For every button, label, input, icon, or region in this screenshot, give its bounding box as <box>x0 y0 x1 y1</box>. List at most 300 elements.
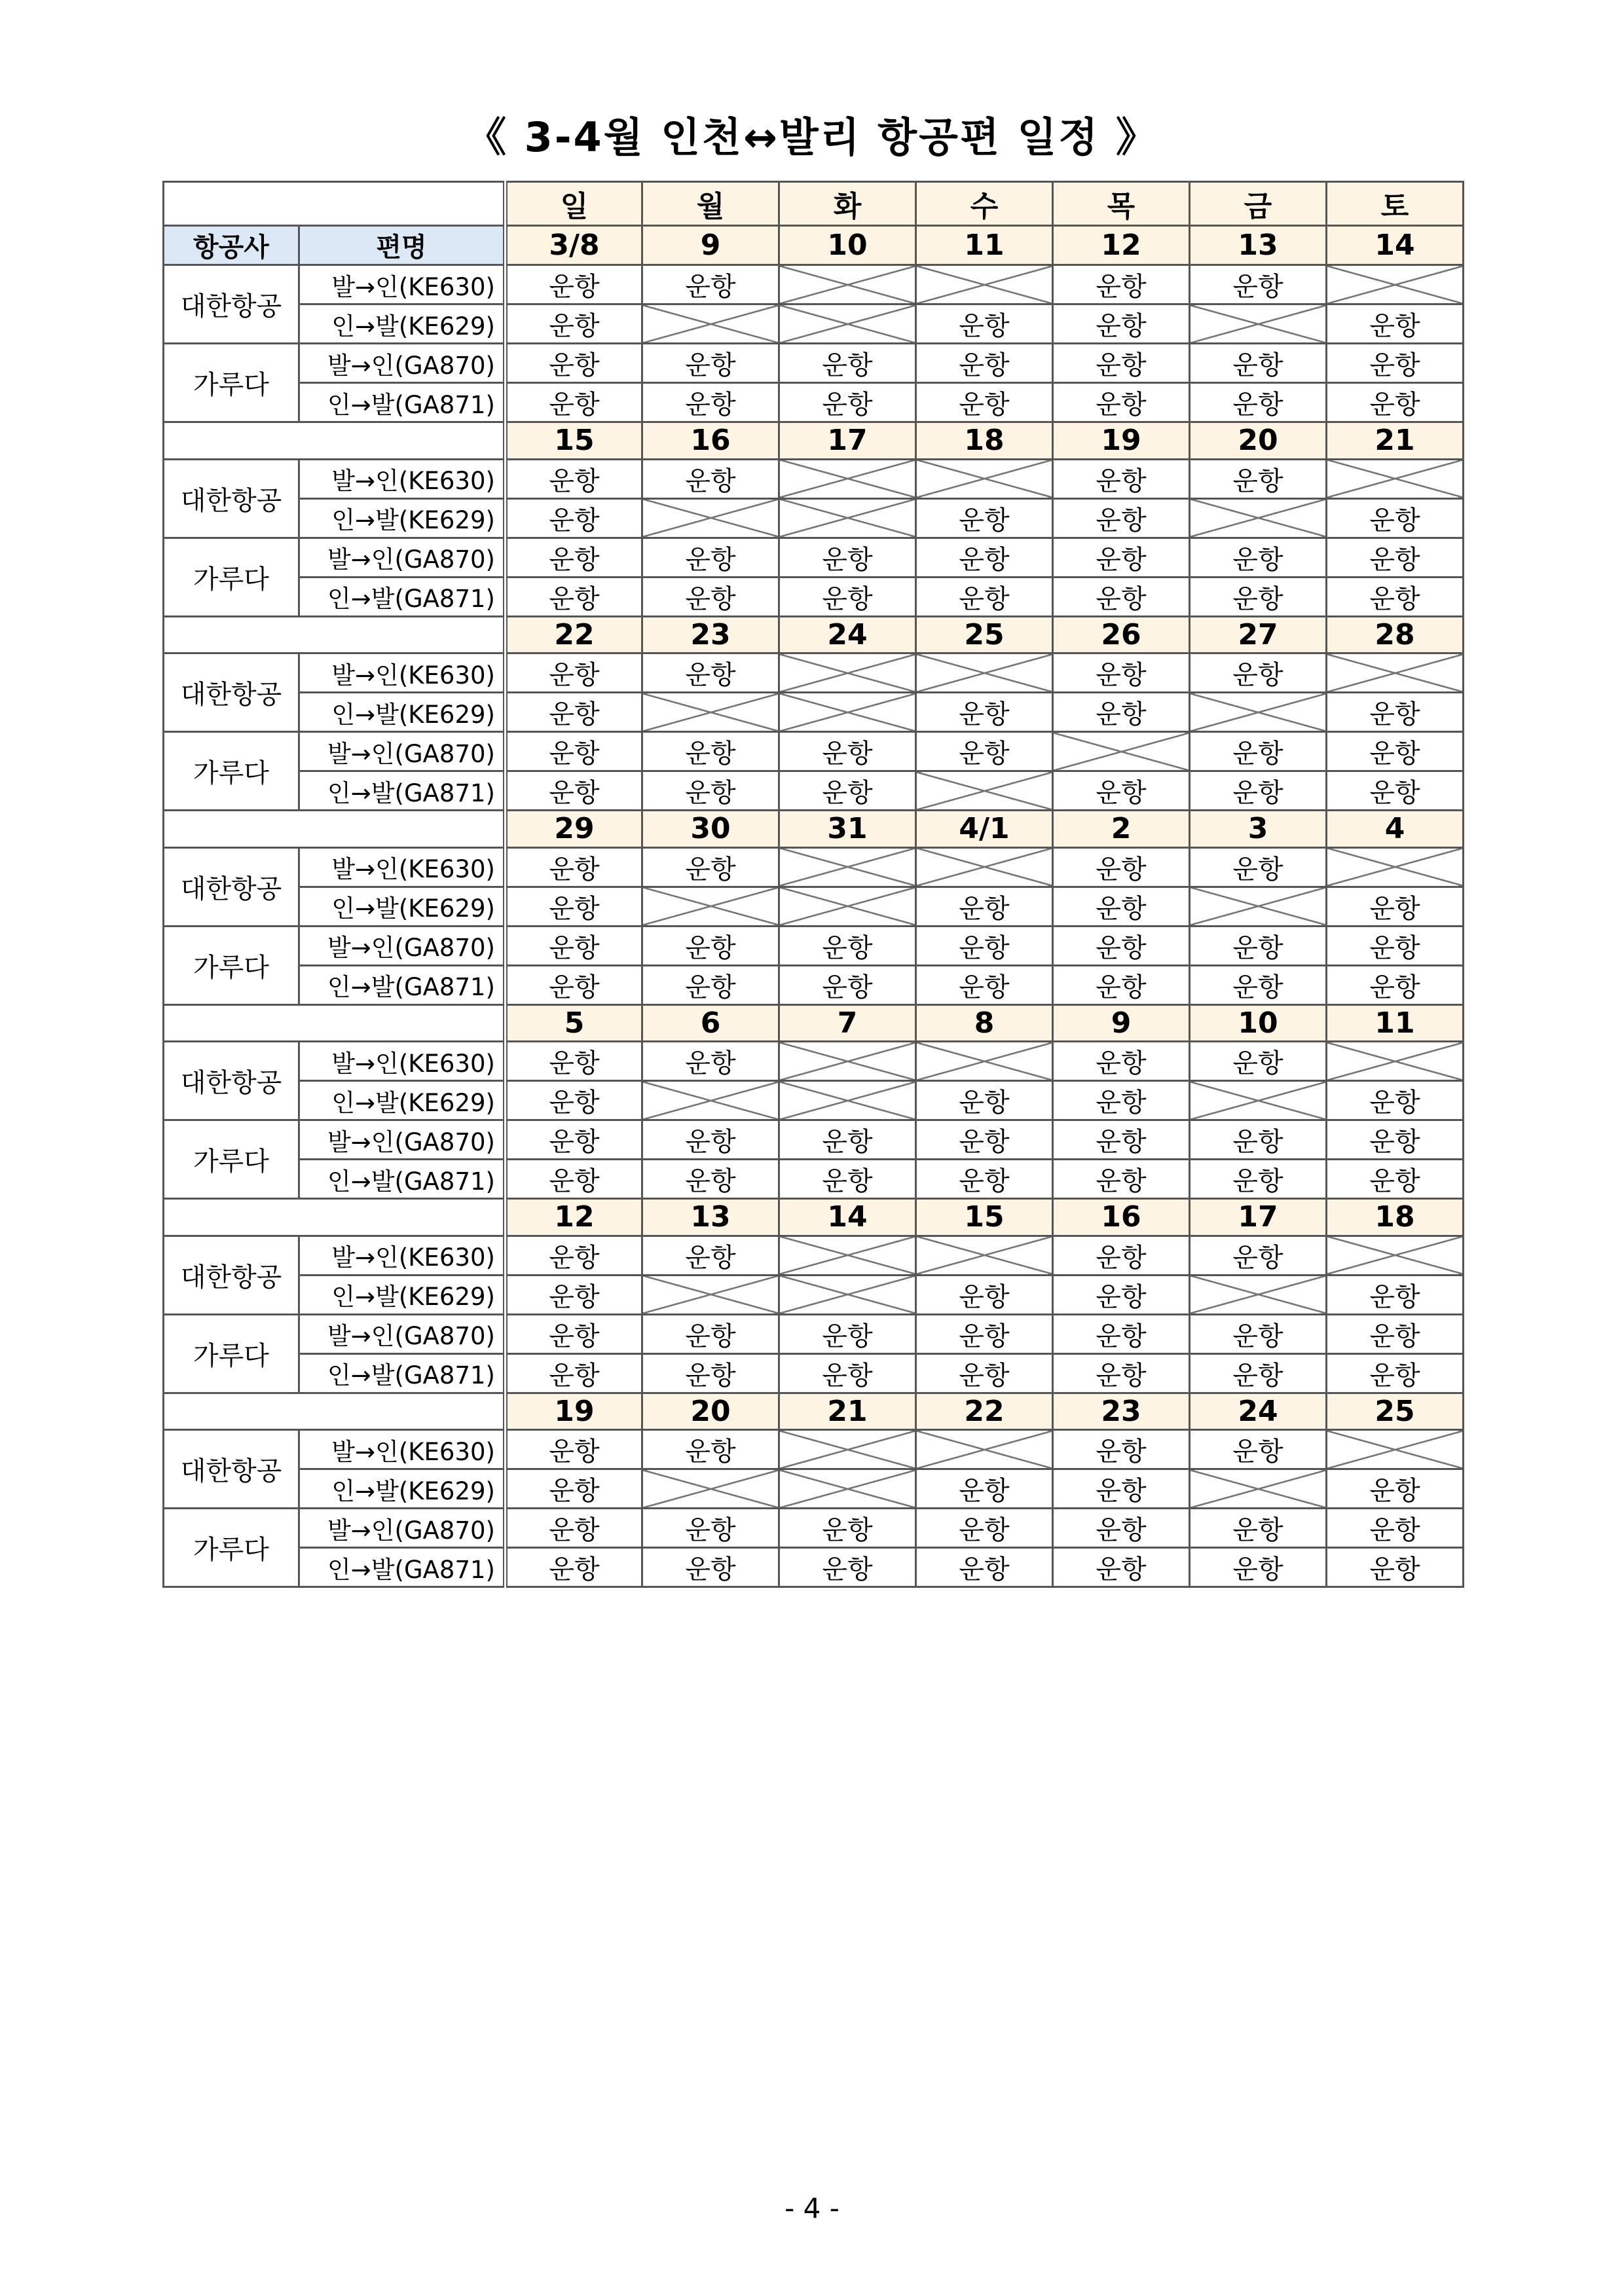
operating-cell: 운항 <box>506 1160 642 1199</box>
operating-cell: 운항 <box>1053 577 1190 616</box>
operating-cell: 운항 <box>1053 771 1190 811</box>
flight-number-cell: 발→인(KE630) <box>299 265 506 304</box>
operating-cell: 운항 <box>779 344 916 383</box>
operating-cell: 운항 <box>642 538 779 577</box>
no-flight-cell <box>916 265 1053 304</box>
operating-cell: 운항 <box>1327 1275 1464 1314</box>
weekday-header-cell: 토 <box>1327 182 1464 226</box>
no-flight-cell <box>779 887 916 926</box>
operating-cell: 운항 <box>1190 771 1327 811</box>
no-flight-cell <box>779 693 916 732</box>
week-blank-cell <box>164 1004 506 1042</box>
date-cell: 23 <box>642 616 779 653</box>
date-cell: 29 <box>506 811 642 848</box>
operating-cell: 운항 <box>1327 1160 1464 1199</box>
flight-number-cell: 인→발(KE629) <box>299 304 506 344</box>
no-flight-cell <box>1327 1430 1464 1469</box>
operating-cell: 운항 <box>1053 344 1190 383</box>
operating-cell: 운항 <box>916 1548 1053 1587</box>
date-cell: 28 <box>1327 616 1464 653</box>
operating-cell: 운항 <box>1190 577 1327 616</box>
week-blank-cell <box>164 1393 506 1430</box>
date-cell: 22 <box>916 1393 1053 1430</box>
date-cell: 3 <box>1190 811 1327 848</box>
operating-cell: 운항 <box>916 965 1053 1004</box>
operating-cell: 운항 <box>1327 304 1464 344</box>
operating-cell: 운항 <box>642 1236 779 1275</box>
flight-row <box>164 887 1464 926</box>
flight-number-cell: 인→발(GA871) <box>299 577 506 616</box>
date-cell: 13 <box>1190 226 1327 265</box>
operating-cell: 운항 <box>642 1120 779 1160</box>
no-flight-cell <box>779 304 916 344</box>
operating-cell: 운항 <box>779 1353 916 1393</box>
operating-cell: 운항 <box>1053 653 1190 693</box>
operating-cell: 운항 <box>779 538 916 577</box>
flight-number-cell: 인→발(KE629) <box>299 498 506 538</box>
no-flight-cell <box>1190 1469 1327 1509</box>
date-cell: 27 <box>1190 616 1327 653</box>
date-cell: 14 <box>1327 226 1464 265</box>
operating-cell: 운항 <box>1190 538 1327 577</box>
airline-name-cell: 대한항공 <box>164 265 299 344</box>
operating-cell: 운항 <box>1190 1548 1327 1587</box>
no-flight-cell <box>779 1236 916 1275</box>
date-cell: 21 <box>1327 422 1464 460</box>
operating-cell: 운항 <box>1053 1548 1190 1587</box>
operating-cell: 운항 <box>506 1469 642 1509</box>
date-cell: 21 <box>779 1393 916 1430</box>
operating-cell: 운항 <box>506 887 642 926</box>
operating-cell: 운항 <box>1053 847 1190 887</box>
operating-cell: 운항 <box>779 771 916 811</box>
no-flight-cell <box>916 653 1053 693</box>
weekday-header-cell: 화 <box>779 182 916 226</box>
operating-cell: 운항 <box>1053 1120 1190 1160</box>
corner-blank-cell <box>164 182 506 226</box>
flight-row <box>164 653 1464 693</box>
date-cell: 8 <box>916 1004 1053 1042</box>
no-flight-cell <box>916 1042 1053 1081</box>
flight-row <box>164 304 1464 344</box>
operating-cell: 운항 <box>916 1314 1053 1353</box>
operating-cell: 운항 <box>506 1236 642 1275</box>
operating-cell: 운항 <box>1327 383 1464 422</box>
flight-row <box>164 1509 1464 1548</box>
flight-row <box>164 1081 1464 1120</box>
date-cell: 11 <box>1327 1004 1464 1042</box>
no-flight-cell <box>916 459 1053 498</box>
operating-cell: 운항 <box>1327 498 1464 538</box>
flight-row <box>164 1120 1464 1160</box>
date-cell: 13 <box>642 1199 779 1236</box>
date-row <box>164 1393 1464 1430</box>
no-flight-cell <box>1327 1236 1464 1275</box>
airline-name-cell: 가루다 <box>164 1509 299 1587</box>
operating-cell: 운항 <box>1327 693 1464 732</box>
weekday-header-cell: 월 <box>642 182 779 226</box>
operating-cell: 운항 <box>779 965 916 1004</box>
operating-cell: 운항 <box>779 1548 916 1587</box>
date-cell: 25 <box>916 616 1053 653</box>
operating-cell: 운항 <box>506 1509 642 1548</box>
operating-cell: 운항 <box>1053 926 1190 965</box>
operating-cell: 운항 <box>1053 1081 1190 1120</box>
operating-cell: 운항 <box>1190 1236 1327 1275</box>
no-flight-cell <box>1190 498 1327 538</box>
operating-cell: 운항 <box>916 1120 1053 1160</box>
flight-number-cell: 인→발(KE629) <box>299 887 506 926</box>
flight-schedule-table <box>162 181 1464 1588</box>
operating-cell: 운항 <box>1190 1353 1327 1393</box>
airline-name-cell: 대한항공 <box>164 459 299 538</box>
no-flight-cell <box>642 498 779 538</box>
operating-cell: 운항 <box>1190 926 1327 965</box>
operating-cell: 운항 <box>642 577 779 616</box>
operating-cell: 운항 <box>1053 1042 1190 1081</box>
operating-cell: 운항 <box>506 653 642 693</box>
flight-number-cell: 발→인(KE630) <box>299 1430 506 1469</box>
date-cell: 24 <box>779 616 916 653</box>
date-cell: 23 <box>1053 1393 1190 1430</box>
operating-cell: 운항 <box>642 926 779 965</box>
operating-cell: 운항 <box>1053 887 1190 926</box>
operating-cell: 운항 <box>506 847 642 887</box>
operating-cell: 운항 <box>1327 1314 1464 1353</box>
flight-number-cell: 발→인(GA870) <box>299 732 506 771</box>
operating-cell: 운항 <box>506 693 642 732</box>
operating-cell: 운항 <box>1327 771 1464 811</box>
operating-cell: 운항 <box>1053 265 1190 304</box>
operating-cell: 운항 <box>642 771 779 811</box>
no-flight-cell <box>1327 459 1464 498</box>
no-flight-cell <box>779 847 916 887</box>
date-cell: 16 <box>1053 1199 1190 1236</box>
flight-number-cell: 인→발(GA871) <box>299 771 506 811</box>
operating-cell: 운항 <box>642 732 779 771</box>
operating-cell: 운항 <box>506 383 642 422</box>
no-flight-cell <box>779 265 916 304</box>
date-cell: 17 <box>1190 1199 1327 1236</box>
flight-number-cell: 발→인(KE630) <box>299 1236 506 1275</box>
date-row <box>164 226 1464 265</box>
flight-number-cell: 인→발(KE629) <box>299 1469 506 1509</box>
airline-name-cell: 대한항공 <box>164 847 299 926</box>
operating-cell: 운항 <box>506 538 642 577</box>
flight-row <box>164 732 1464 771</box>
date-cell: 18 <box>1327 1199 1464 1236</box>
no-flight-cell <box>1190 304 1327 344</box>
flight-number-cell: 발→인(KE630) <box>299 459 506 498</box>
date-cell: 26 <box>1053 616 1190 653</box>
flight-row <box>164 498 1464 538</box>
date-cell: 14 <box>779 1199 916 1236</box>
no-flight-cell <box>779 498 916 538</box>
airline-name-cell: 대한항공 <box>164 1042 299 1120</box>
airline-name-cell: 대한항공 <box>164 1236 299 1314</box>
airline-column-header: 항공사 <box>164 226 299 265</box>
flight-row <box>164 344 1464 383</box>
operating-cell: 운항 <box>1190 1430 1327 1469</box>
date-cell: 11 <box>916 226 1053 265</box>
no-flight-cell <box>916 847 1053 887</box>
operating-cell: 운항 <box>642 1314 779 1353</box>
flight-row <box>164 771 1464 811</box>
no-flight-cell <box>779 1042 916 1081</box>
operating-cell: 운항 <box>916 304 1053 344</box>
operating-cell: 운항 <box>1053 693 1190 732</box>
operating-cell: 운항 <box>1190 732 1327 771</box>
flight-number-cell: 발→인(GA870) <box>299 538 506 577</box>
flight-number-cell: 인→발(KE629) <box>299 693 506 732</box>
date-cell: 7 <box>779 1004 916 1042</box>
flight-number-cell: 인→발(GA871) <box>299 1353 506 1393</box>
operating-cell: 운항 <box>1327 926 1464 965</box>
operating-cell: 운항 <box>506 265 642 304</box>
operating-cell: 운항 <box>506 926 642 965</box>
operating-cell: 운항 <box>642 965 779 1004</box>
date-cell: 2 <box>1053 811 1190 848</box>
flight-row <box>164 577 1464 616</box>
no-flight-cell <box>642 304 779 344</box>
operating-cell: 운항 <box>1053 304 1190 344</box>
flight-column-header: 편명 <box>299 226 506 265</box>
no-flight-cell <box>1327 1042 1464 1081</box>
operating-cell: 운항 <box>1190 847 1327 887</box>
flight-row <box>164 847 1464 887</box>
no-flight-cell <box>779 1430 916 1469</box>
weekday-header-cell: 일 <box>506 182 642 226</box>
operating-cell: 운항 <box>916 732 1053 771</box>
week-blank-cell <box>164 1199 506 1236</box>
no-flight-cell <box>916 1236 1053 1275</box>
operating-cell: 운항 <box>506 498 642 538</box>
operating-cell: 운항 <box>916 383 1053 422</box>
operating-cell: 운항 <box>642 1353 779 1393</box>
flight-number-cell: 인→발(GA871) <box>299 383 506 422</box>
operating-cell: 운항 <box>506 732 642 771</box>
operating-cell: 운항 <box>506 1275 642 1314</box>
date-cell: 10 <box>1190 1004 1327 1042</box>
no-flight-cell <box>916 1430 1053 1469</box>
no-flight-cell <box>1190 887 1327 926</box>
date-cell: 22 <box>506 616 642 653</box>
airline-name-cell: 가루다 <box>164 732 299 811</box>
operating-cell: 운항 <box>916 1160 1053 1199</box>
operating-cell: 운항 <box>1190 1042 1327 1081</box>
flight-row <box>164 1314 1464 1353</box>
no-flight-cell <box>779 1469 916 1509</box>
flight-row <box>164 1469 1464 1509</box>
flight-number-cell: 발→인(GA870) <box>299 1509 506 1548</box>
flight-row <box>164 965 1464 1004</box>
operating-cell: 운항 <box>1053 1275 1190 1314</box>
operating-cell: 운항 <box>779 1314 916 1353</box>
date-row <box>164 1199 1464 1236</box>
no-flight-cell <box>642 1275 779 1314</box>
date-cell: 9 <box>642 226 779 265</box>
week-blank-cell <box>164 616 506 653</box>
no-flight-cell <box>1190 693 1327 732</box>
flight-row <box>164 265 1464 304</box>
page-title: 《 3-4월 인천↔발리 항공편 일정 》 <box>466 113 1158 161</box>
no-flight-cell <box>779 653 916 693</box>
operating-cell: 운항 <box>1190 1160 1327 1199</box>
page-number: - 4 - <box>784 2192 840 2224</box>
weekday-header-cell: 수 <box>916 182 1053 226</box>
operating-cell: 운항 <box>506 344 642 383</box>
operating-cell: 운항 <box>506 459 642 498</box>
operating-cell: 운항 <box>642 653 779 693</box>
no-flight-cell <box>1327 265 1464 304</box>
operating-cell: 운항 <box>916 344 1053 383</box>
airline-name-cell: 가루다 <box>164 344 299 422</box>
operating-cell: 운항 <box>1053 1430 1190 1469</box>
operating-cell: 운항 <box>1327 1353 1464 1393</box>
date-cell: 12 <box>506 1199 642 1236</box>
date-cell: 3/8 <box>506 226 642 265</box>
date-cell: 15 <box>506 422 642 460</box>
date-cell: 19 <box>1053 422 1190 460</box>
flight-number-cell: 인→발(GA871) <box>299 965 506 1004</box>
operating-cell: 운항 <box>916 1275 1053 1314</box>
flight-row <box>164 459 1464 498</box>
flight-number-cell: 발→인(GA870) <box>299 344 506 383</box>
operating-cell: 운항 <box>642 1042 779 1081</box>
date-row <box>164 422 1464 460</box>
operating-cell: 운항 <box>779 1509 916 1548</box>
no-flight-cell <box>779 459 916 498</box>
operating-cell: 운항 <box>1053 1509 1190 1548</box>
date-row <box>164 811 1464 848</box>
date-cell: 20 <box>642 1393 779 1430</box>
flight-number-cell: 발→인(KE630) <box>299 653 506 693</box>
flight-row <box>164 1430 1464 1469</box>
operating-cell: 운항 <box>916 498 1053 538</box>
operating-cell: 운항 <box>1327 732 1464 771</box>
operating-cell: 운항 <box>1053 1469 1190 1509</box>
no-flight-cell <box>642 887 779 926</box>
flight-number-cell: 발→인(KE630) <box>299 1042 506 1081</box>
operating-cell: 운항 <box>779 1160 916 1199</box>
date-cell: 25 <box>1327 1393 1464 1430</box>
no-flight-cell <box>642 1469 779 1509</box>
flight-row <box>164 1236 1464 1275</box>
operating-cell: 운항 <box>1190 1509 1327 1548</box>
date-cell: 31 <box>779 811 916 848</box>
operating-cell: 운항 <box>1190 1120 1327 1160</box>
operating-cell: 운항 <box>1190 459 1327 498</box>
date-cell: 4 <box>1327 811 1464 848</box>
flight-number-cell: 인→발(KE629) <box>299 1275 506 1314</box>
operating-cell: 운항 <box>779 383 916 422</box>
operating-cell: 운항 <box>916 1081 1053 1120</box>
operating-cell: 운항 <box>1190 265 1327 304</box>
operating-cell: 운항 <box>1053 1314 1190 1353</box>
operating-cell: 운항 <box>1190 1314 1327 1353</box>
no-flight-cell <box>916 771 1053 811</box>
no-flight-cell <box>779 1275 916 1314</box>
operating-cell: 운항 <box>506 1430 642 1469</box>
flight-row <box>164 693 1464 732</box>
operating-cell: 운항 <box>642 1430 779 1469</box>
operating-cell: 운항 <box>642 847 779 887</box>
operating-cell: 운항 <box>1053 498 1190 538</box>
operating-cell: 운항 <box>506 1548 642 1587</box>
operating-cell: 운항 <box>1190 383 1327 422</box>
no-flight-cell <box>779 1081 916 1120</box>
airline-name-cell: 대한항공 <box>164 1430 299 1509</box>
flight-number-cell: 인→발(GA871) <box>299 1548 506 1587</box>
flight-number-cell: 발→인(KE630) <box>299 847 506 887</box>
flight-number-cell: 인→발(GA871) <box>299 1160 506 1199</box>
operating-cell: 운항 <box>916 1509 1053 1548</box>
date-cell: 18 <box>916 422 1053 460</box>
weekday-header-cell: 목 <box>1053 182 1190 226</box>
flight-number-cell: 발→인(GA870) <box>299 926 506 965</box>
no-flight-cell <box>1327 847 1464 887</box>
operating-cell: 운항 <box>506 304 642 344</box>
operating-cell: 운항 <box>506 577 642 616</box>
operating-cell: 운항 <box>916 926 1053 965</box>
operating-cell: 운항 <box>916 538 1053 577</box>
flight-row <box>164 1042 1464 1081</box>
operating-cell: 운항 <box>1327 1509 1464 1548</box>
operating-cell: 운항 <box>642 459 779 498</box>
no-flight-cell <box>1053 732 1190 771</box>
airline-name-cell: 가루다 <box>164 538 299 616</box>
operating-cell: 운항 <box>779 577 916 616</box>
operating-cell: 운항 <box>1053 383 1190 422</box>
operating-cell: 운항 <box>1327 1469 1464 1509</box>
operating-cell: 운항 <box>1327 965 1464 1004</box>
date-cell: 17 <box>779 422 916 460</box>
weekday-header-row <box>164 182 1464 226</box>
operating-cell: 운항 <box>916 1353 1053 1393</box>
date-row <box>164 1004 1464 1042</box>
operating-cell: 운항 <box>1190 344 1327 383</box>
flight-number-cell: 발→인(GA870) <box>299 1314 506 1353</box>
operating-cell: 운항 <box>1053 459 1190 498</box>
date-cell: 4/1 <box>916 811 1053 848</box>
weekday-header-cell: 금 <box>1190 182 1327 226</box>
operating-cell: 운항 <box>506 965 642 1004</box>
flight-row <box>164 1160 1464 1199</box>
operating-cell: 운항 <box>506 1120 642 1160</box>
date-row <box>164 616 1464 653</box>
operating-cell: 운항 <box>506 1353 642 1393</box>
flight-number-cell: 발→인(GA870) <box>299 1120 506 1160</box>
operating-cell: 운항 <box>1190 965 1327 1004</box>
operating-cell: 운항 <box>642 265 779 304</box>
operating-cell: 운항 <box>506 1042 642 1081</box>
flight-row <box>164 1275 1464 1314</box>
operating-cell: 운항 <box>642 1509 779 1548</box>
operating-cell: 운항 <box>1053 965 1190 1004</box>
date-cell: 12 <box>1053 226 1190 265</box>
operating-cell: 운항 <box>506 771 642 811</box>
date-cell: 19 <box>506 1393 642 1430</box>
week-blank-cell <box>164 422 506 460</box>
airline-name-cell: 가루다 <box>164 926 299 1004</box>
no-flight-cell <box>642 693 779 732</box>
operating-cell: 운항 <box>1190 653 1327 693</box>
operating-cell: 운항 <box>1327 887 1464 926</box>
operating-cell: 운항 <box>916 1469 1053 1509</box>
flight-row <box>164 1353 1464 1393</box>
flight-row <box>164 1548 1464 1587</box>
operating-cell: 운항 <box>642 1548 779 1587</box>
